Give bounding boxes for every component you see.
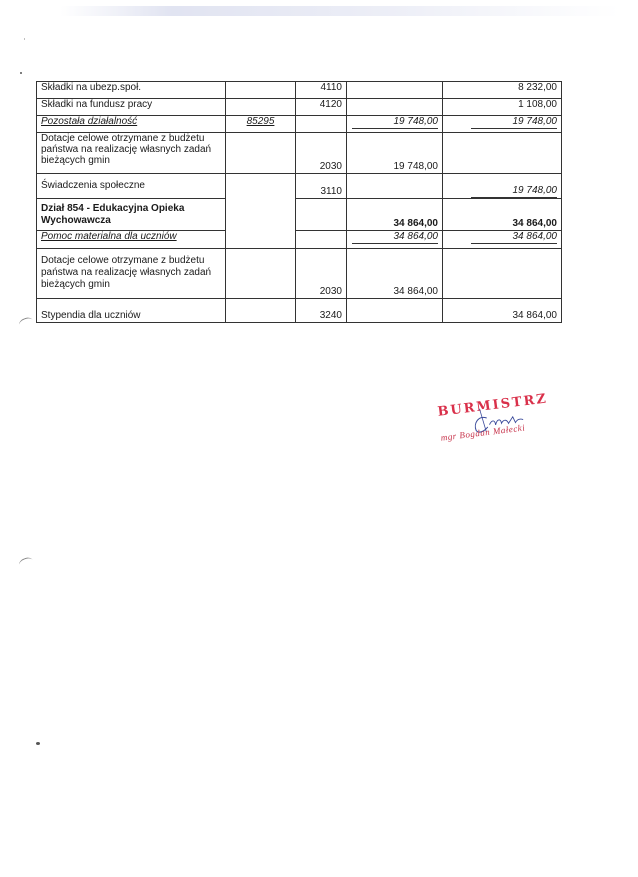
plan-amount: 34 864,00 [347,199,443,231]
paragraph-code [296,231,347,249]
table-row [37,99,562,116]
plan-cell [347,299,443,323]
amount-cell: 34 864,00 [443,299,562,323]
mayor-stamp [432,388,557,452]
paragraph-code: 3240 [296,299,347,323]
row-description: Pomoc materialna dla uczniów [37,231,226,249]
amount-value: 19 748,00 [471,185,557,198]
budget-table [36,81,562,323]
section-cell [226,299,296,323]
section-cell [226,249,296,299]
section-cell [226,82,296,99]
paragraph-code: 4120 [296,99,347,116]
plan-cell [347,82,443,99]
table-row [37,174,562,199]
amount-value: 34 864,00 [471,231,557,244]
amount-cell [443,249,562,299]
section-code: 85295 [226,116,296,133]
table-row [37,231,562,249]
paragraph-code [296,199,347,231]
row-description: Składki na ubezp.społ. [37,82,226,99]
amount-cell: 1 108,00 [443,99,562,116]
stamp-name: mgr Bogdan Małecki [440,422,526,443]
signature-icon [432,388,557,452]
scan-artifact [60,6,620,16]
row-description: Pozostała działalność [37,116,226,133]
amount-value: 19 748,00 [471,116,557,129]
plan-cell [347,99,443,116]
row-description: Dotacje celowe otrzymane z budżetu państwa na realizację własnych zadań bieżących gmin [37,133,226,174]
table-row [37,199,562,231]
row-description: Stypendia dla uczniów [37,299,226,323]
paragraph-code: 2030 [296,133,347,174]
scan-mark [18,316,34,329]
amount-cell: 34 864,00 [443,199,562,231]
table-row [37,133,562,174]
amount-cell [443,133,562,174]
plan-amount: 34 864,00 [347,249,443,299]
scan-speck [36,742,40,745]
section-cell [226,99,296,116]
paragraph-code: 3110 [296,174,347,199]
section-cell [226,174,296,249]
scan-mark [18,556,34,569]
table-row [37,116,562,133]
plan-amount: 19 748,00 [347,133,443,174]
plan-amount: 19 748,00 [352,116,438,129]
plan-cell [347,174,443,199]
plan-amount: 34 864,00 [352,231,438,244]
table-row [37,249,562,299]
paragraph-code: 2030 [296,249,347,299]
paragraph-code [296,116,347,133]
row-description: Składki na fundusz pracy [37,99,226,116]
row-description: Dotacje celowe otrzymane z budżetu państwa na realizację własnych zadań bieżących gmin [37,249,226,299]
table-row [37,299,562,323]
scan-speck [20,72,22,74]
amount-cell: 8 232,00 [443,82,562,99]
scan-speck [24,38,25,40]
section-cell [226,133,296,174]
table-row [37,82,562,99]
row-description: Dział 854 - Edukacyjna Opieka Wychowawcza [37,199,226,231]
stamp-title: BURMISTRZ [436,391,549,420]
paragraph-code: 4110 [296,82,347,99]
row-description: Świadczenia społeczne [37,174,226,199]
